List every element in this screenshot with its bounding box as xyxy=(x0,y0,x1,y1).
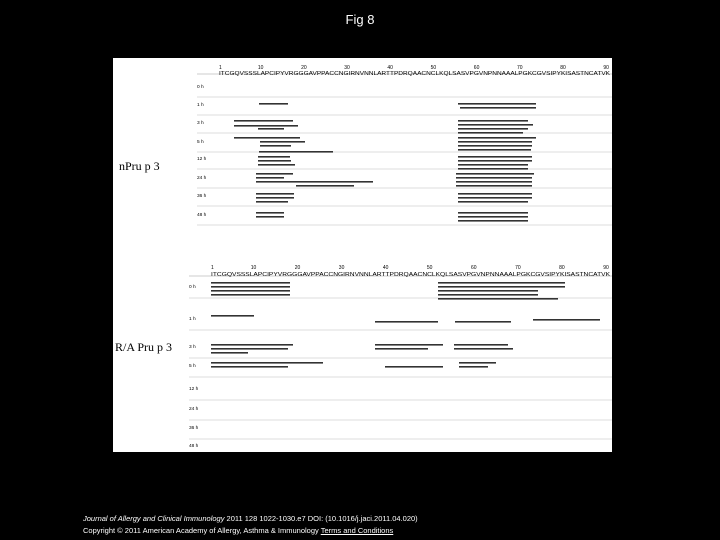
peptide-bar xyxy=(234,120,293,122)
peptide-map-svg xyxy=(113,58,612,452)
peptide-bar xyxy=(256,193,294,195)
timepoint-label: 1 h xyxy=(197,103,204,108)
timepoint-label: 36 h xyxy=(189,426,199,431)
peptide-bar xyxy=(211,286,290,288)
peptide-bar xyxy=(454,344,508,346)
ruler-number: 10 xyxy=(257,65,264,71)
peptide-bar xyxy=(258,128,284,130)
ruler-number: 90 xyxy=(603,65,609,71)
peptide-bar xyxy=(458,132,523,134)
peptide-bar xyxy=(296,185,354,187)
peptide-bar xyxy=(456,185,532,187)
ruler-number: 50 xyxy=(430,65,437,71)
peptide-bar xyxy=(533,286,565,288)
peptide-bar xyxy=(260,141,305,143)
peptide-bar xyxy=(455,321,511,323)
timepoint-label: 12 h xyxy=(189,387,199,392)
peptide-bar xyxy=(458,103,536,105)
journal-name: Journal of Allergy and Clinical Immunology xyxy=(83,514,225,523)
peptide-bar xyxy=(211,294,290,296)
timepoint-label: 3 h xyxy=(197,121,204,126)
peptide-bar xyxy=(438,294,538,296)
timepoint-label: 5 h xyxy=(189,364,196,369)
peptide-bar xyxy=(533,319,600,321)
peptide-bar xyxy=(256,177,284,179)
timepoint-label: 1 h xyxy=(189,317,196,322)
peptide-bar xyxy=(458,164,528,166)
peptide-bar xyxy=(259,151,333,153)
sequence-text: ITCGQVSSSLAPCIPYVRGGGAVPPACCNGIRNVNNLARTTPDRQAACNCLKQLSASVPGVNPNNAAALPGKCGVSIPYKISASTNCATVK xyxy=(211,272,611,278)
timepoint-label: 24 h xyxy=(189,407,199,412)
peptide-bar xyxy=(458,168,528,170)
timepoint-label: 48 h xyxy=(197,213,207,218)
copyright-text: Copyright © 2011 American Academy of Allergy, Asthma & Immunology xyxy=(83,526,321,535)
peptide-bar xyxy=(458,145,532,147)
ruler-number: 40 xyxy=(382,265,389,271)
peptide-bar xyxy=(375,348,428,350)
peptide-bar xyxy=(458,201,528,203)
label-layer xyxy=(189,65,610,449)
peptide-bar xyxy=(211,352,248,354)
timepoint-label: 5 h xyxy=(197,140,204,145)
peptide-bar xyxy=(458,220,528,222)
peptide-bar xyxy=(458,197,532,199)
ruler-number: 80 xyxy=(559,265,565,271)
peptide-bar xyxy=(458,120,528,122)
peptide-bar xyxy=(211,362,323,364)
peptide-bar xyxy=(256,201,288,203)
ruler-number: 30 xyxy=(344,65,350,71)
peptide-bar xyxy=(258,160,291,162)
peptide-bar xyxy=(458,193,532,195)
panel-label-ra-pru-p-3: R/A Pru p 3 xyxy=(115,340,173,354)
peptide-bar xyxy=(211,366,288,368)
peptide-bar xyxy=(458,137,536,139)
ruler-number: 50 xyxy=(426,265,433,271)
peptide-bar xyxy=(458,160,532,162)
peptide-bar xyxy=(260,145,291,147)
ruler-number: 60 xyxy=(471,265,477,271)
peptide-bar xyxy=(438,286,533,288)
peptide-bar xyxy=(458,212,528,214)
citation-line xyxy=(83,513,703,525)
peptide-bar xyxy=(211,344,293,346)
timepoint-label: 48 h xyxy=(189,444,199,449)
peptide-bar xyxy=(456,173,534,175)
timepoint-label: 0 h xyxy=(189,285,196,290)
ruler-number: 1 xyxy=(211,265,214,271)
peptide-bar xyxy=(438,298,558,300)
peptide-bar xyxy=(234,125,298,127)
copyright-line xyxy=(83,525,703,537)
peptide-bar xyxy=(458,149,531,151)
peptide-bar xyxy=(256,212,284,214)
peptide-bar xyxy=(456,177,532,179)
ruler-number: 10 xyxy=(250,265,257,271)
ruler-number: 60 xyxy=(473,65,480,71)
peptide-bar xyxy=(256,173,293,175)
peptide-bar xyxy=(258,164,295,166)
peptide-bar-layer xyxy=(211,103,600,368)
peptide-bar xyxy=(458,156,532,158)
peptide-bar xyxy=(458,216,528,218)
peptide-bar xyxy=(458,124,533,126)
peptide-bar xyxy=(256,197,294,199)
ruler-number: 20 xyxy=(294,265,301,271)
peptide-map-figure xyxy=(113,58,612,452)
peptide-bar xyxy=(454,348,513,350)
peptide-bar xyxy=(211,348,288,350)
ruler-number: 80 xyxy=(560,65,566,71)
peptide-bar xyxy=(385,366,443,368)
ruler-number: 70 xyxy=(517,65,523,71)
peptide-bar xyxy=(234,137,300,139)
peptide-bar xyxy=(375,344,443,346)
peptide-bar xyxy=(375,321,438,323)
peptide-bar xyxy=(258,156,290,158)
peptide-bar xyxy=(533,282,565,284)
peptide-bar xyxy=(460,107,536,109)
ruler-number: 40 xyxy=(387,65,393,71)
footer xyxy=(83,513,703,537)
peptide-bar xyxy=(459,366,488,368)
sequence-text: ITCGQVSSSLAPCIPYVRGGGAVPPACCNGIRNVNNLARTTPDRQAACNCLKQLSASVPGVNPNNAAALPGKCGVSIPYKISASTNCATVK xyxy=(219,71,611,77)
peptide-bar xyxy=(259,103,288,105)
panel-label-npru-p-3: nPru p 3 xyxy=(119,159,160,173)
ruler-number: 20 xyxy=(301,65,307,71)
ruler-number: 1 xyxy=(219,65,222,71)
peptide-bar xyxy=(211,315,254,317)
peptide-bar xyxy=(459,362,496,364)
peptide-bar xyxy=(458,141,532,143)
slide-title: Fig 8 xyxy=(345,12,375,27)
timepoint-label: 3 h xyxy=(189,345,196,350)
timepoint-label: 36 h xyxy=(197,194,207,199)
ruler-number: 70 xyxy=(515,265,521,271)
peptide-bar xyxy=(211,282,290,284)
timepoint-label: 12 h xyxy=(197,157,207,162)
peptide-bar xyxy=(256,216,284,218)
peptide-bar xyxy=(211,290,290,292)
peptide-bar xyxy=(458,128,528,130)
timepoint-label: 0 h xyxy=(197,85,204,90)
ruler-number: 30 xyxy=(338,265,345,271)
peptide-bar xyxy=(256,181,373,183)
grid-layer xyxy=(189,74,612,452)
terms-link[interactable]: Terms and Conditions xyxy=(320,526,394,535)
timepoint-label: 24 h xyxy=(197,176,207,181)
ruler-number: 90 xyxy=(603,265,609,271)
citation-text: 2011 128 1022-1030.e7 DOI: (10.1016/j.jaci.2011.04.020) xyxy=(224,514,418,523)
peptide-bar xyxy=(438,290,538,292)
peptide-bar xyxy=(456,181,532,183)
peptide-bar xyxy=(438,282,533,284)
